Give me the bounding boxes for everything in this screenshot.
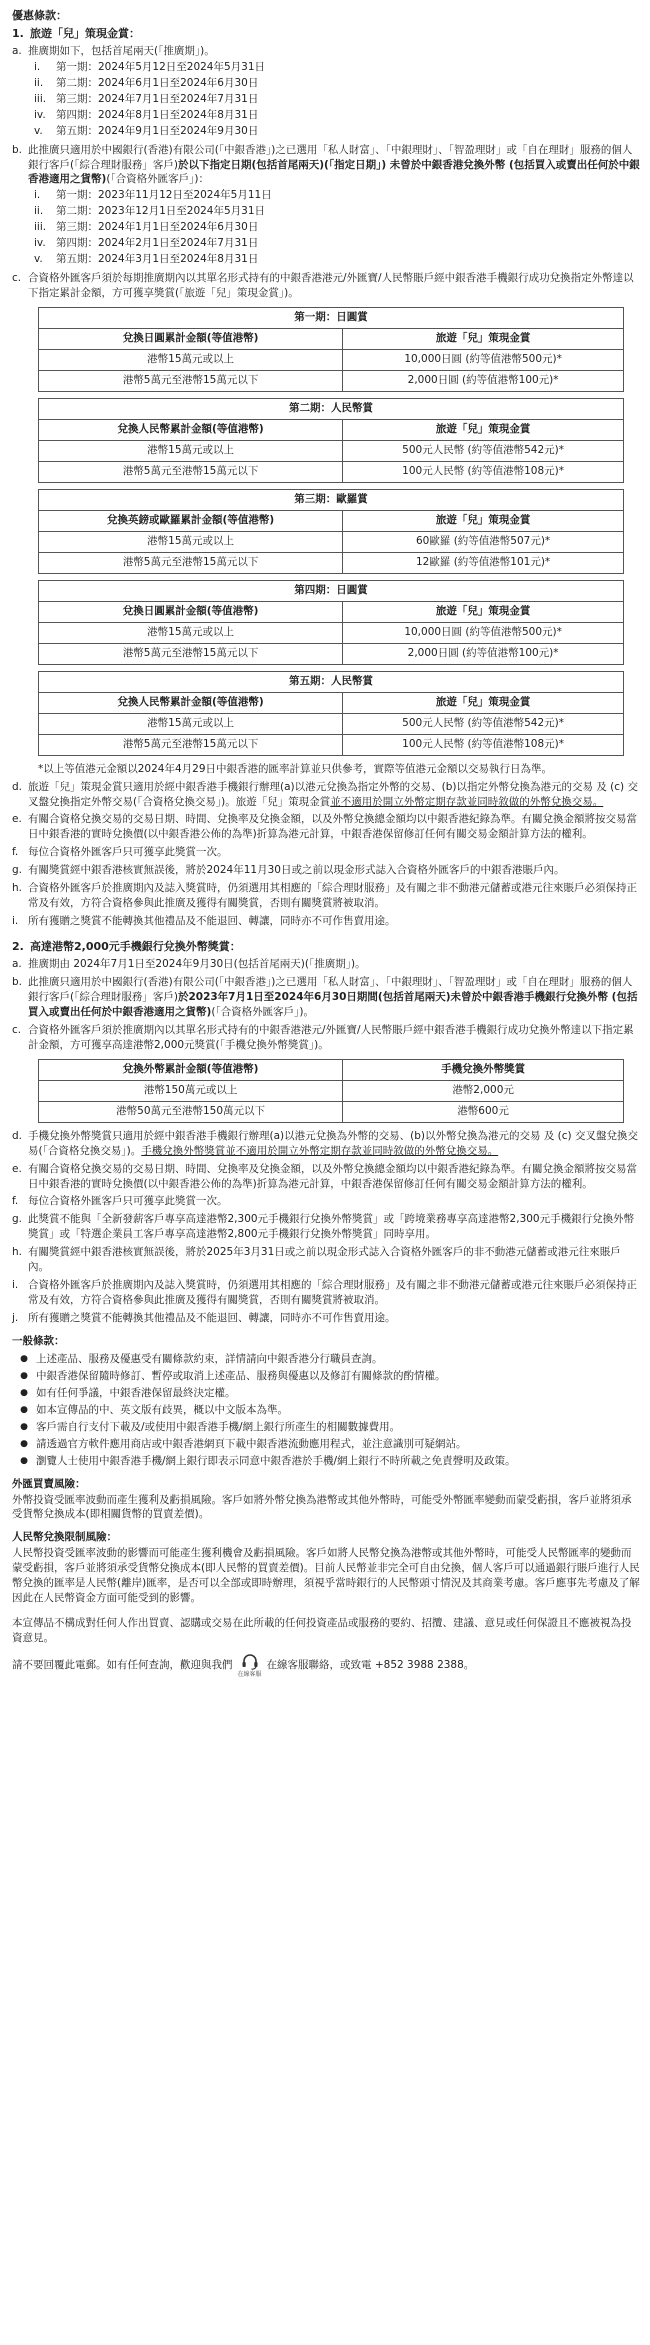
footer-contact: 請不要回覆此電郵。如有任何查詢，歡迎與我們 在線客服 在線客服聯絡，或致電 +852 3988 2388。 bbox=[12, 1658, 640, 1680]
bullet-icon: ● bbox=[20, 1370, 28, 1381]
column-header: 兌換日圓累計金額(等值港幣) bbox=[39, 601, 343, 622]
column-header: 兌換英鎊或歐羅累計金額(等值港幣) bbox=[39, 510, 343, 531]
s1-period: i. 第一期：2024年5月12日至2024年5月31日 bbox=[34, 61, 266, 74]
s1-date: iii. 第三期：2024年1月1日至2024年6月30日 bbox=[34, 221, 259, 234]
s2-item-j: j. 所有獲贈之獎賞不能轉換其他禮品及不能退回、轉讓，同時亦不可作售賣用途。 bbox=[12, 1311, 396, 1324]
fx-reward-table bbox=[38, 1059, 624, 1123]
list-item: ● 請透過官方軟件應用商店或中銀香港網頁下載中銀香港流動應用程式，並注意識別可疑網站。 bbox=[12, 1437, 640, 1452]
table-caption: 第五期：人民幣賞 bbox=[39, 671, 624, 692]
prize-table-period-1 bbox=[38, 307, 624, 392]
table-row: 港幣5萬元至港幣15萬元以下 2,000日圓 (約等值港幣100元)* bbox=[39, 643, 624, 664]
prize-table-period-3 bbox=[38, 489, 624, 574]
table-row: 港幣150萬元或以上 港幣2,000元 bbox=[39, 1080, 624, 1101]
section-1-title: 1. 旅遊「兒」策現金賞： bbox=[12, 26, 140, 40]
list-item: ● 中銀香港保留隨時修訂、暫停或取消上述產品、服務與優惠以及修訂有關條款的酌情權。 bbox=[12, 1369, 640, 1384]
s1-item-i: i. 所有獲贈之獎賞不能轉換其他禮品及不能退回、轉讓，同時亦不可作售賣用途。 bbox=[12, 914, 396, 927]
column-header: 手機兌換外幣獎賞 bbox=[343, 1059, 624, 1080]
s1-period: v. 第五期：2024年9月1日至2024年9月30日 bbox=[34, 124, 259, 137]
list-item: ● 客戶需自行支付下載及/或使用中銀香港手機/網上銀行所產生的相關數據費用。 bbox=[12, 1420, 640, 1435]
online-support-link[interactable] bbox=[235, 1654, 265, 1680]
s1-period: iii. 第三期：2024年7月1日至2024年7月31日 bbox=[34, 92, 259, 105]
bullet-icon: ● bbox=[20, 1438, 28, 1449]
table-caption: 第四期：日圓賞 bbox=[39, 580, 624, 601]
column-header: 旅遊「兒」策現金賞 bbox=[343, 419, 624, 440]
list-item: ● 上述產品、服務及優惠受有關條款約束，詳情請向中銀香港分行職員查詢。 bbox=[12, 1352, 640, 1367]
s2-item-g: g. 此獎賞不能與「全新發薪客戶專享高達港幣2,300元手機銀行兌換外幣獎賞」或「跨境業務專享高達港幣2,300元手機銀行兌換外幣獎賞」或「特選企業員工客戶專享高達港幣2,800元手機銀行兌換外幣獎賞」同時享用。 bbox=[12, 1213, 635, 1241]
column-header: 旅遊「兒」策現金賞 bbox=[343, 601, 624, 622]
rate-footnote: *以上等值港元金額以2024年4月29日中銀香港的匯率計算並只供參考，實際等值港元金額以交易執行日為準。 bbox=[38, 762, 553, 775]
list-item: ● 如有任何爭議，中銀香港保留最終決定權。 bbox=[12, 1386, 640, 1401]
s2-item-f: f. 每位合資格外匯客戶只可獲享此獎賞一次。 bbox=[12, 1195, 228, 1208]
column-header: 旅遊「兒」策現金賞 bbox=[343, 510, 624, 531]
s1-date: iv. 第四期：2024年2月1日至2024年7月31日 bbox=[34, 237, 259, 250]
column-header: 旅遊「兒」策現金賞 bbox=[343, 328, 624, 349]
s2-item-b: b. 此推廣只適用於中國銀行(香港)有限公司(「中銀香港」)之已選用「私人財富」、「中銀理財」、「智盈理財」或「自在理財」服務的個人銀行客戶(「綜合理財服務」客戶)於2023年7月1日至2024年6月30日期間(包括首尾兩天)未曾於中銀香港手機銀行兌換外幣 (包括買入或賣出任何於中銀香港適用之貨幣)(「合資格外匯客戶」)。 bbox=[12, 976, 638, 1019]
s1-item-c: c. 合資格外匯客戶須於每期推廣期內以其單名形式持有的中銀香港港元/外匯寶/人民幣賬戶經中銀香港手機銀行成功兌換指定外幣達以下指定累計金額，方可獲享獎賞(「旅遊「兒」策現金賞」)。 bbox=[12, 271, 634, 299]
table-row: 港幣15萬元或以上 10,000日圓 (約等值港幣500元)* bbox=[39, 622, 624, 643]
table-row: 港幣15萬元或以上 10,000日圓 (約等值港幣500元)* bbox=[39, 349, 624, 370]
page-title: 優惠條款： bbox=[12, 9, 67, 22]
table-row: 港幣5萬元至港幣15萬元以下 100元人民幣 (約等值港幣108元)* bbox=[39, 734, 624, 755]
table-row: 港幣50萬元至港幣150萬元以下 港幣600元 bbox=[39, 1101, 624, 1122]
s1-item-b: b. 此推廣只適用於中國銀行(香港)有限公司(「中銀香港」)之已選用「私人財富」、「中銀理財」、「智盈理財」或「自在理財」服務的個人銀行客戶(「綜合理財服務」客戶)於以下指定日期(包括首尾兩天)(「指定日期」) 未曾於中銀香港兌換外幣 (包括買入或賣出任何於中銀香港適用之貨幣)(「合資格外匯客戶」)： i. 第一期：2023年11月12日至2024年5月11日 ii. 第二期：2023年12月1日至2024年5月31日 iii. 第三期：2024年1月1日至2024年6月30日 iv. 第四期：2024年2月1日至2024年7月31日 v. 第五期：2024年3月1日至2024年8月31日 bbox=[12, 143, 640, 265]
bullet-icon: ● bbox=[20, 1455, 28, 1466]
table-caption: 第一期：日圓賞 bbox=[39, 307, 624, 328]
table-row: 港幣15萬元或以上 500元人民幣 (約等值港幣542元)* bbox=[39, 440, 624, 461]
s1-item-h: h. 合資格外匯客戶於推廣期內及誌入獎賞時，仍須選用其相應的「綜合理財服務」及有關之非不動港元儲蓄或港元往來賬戶必須保持正常及有效，方符合資格參與此推廣及獲得有關獎賞，否則有關獎賞將被取消。 bbox=[12, 882, 637, 909]
s1-item-e: e. 有關合資格兌換交易的交易日期、時間、兌換率及兌換金額，以及外幣兌換總金額均以中銀香港紀錄為準。有關兌換金額將按交易當日中銀香港的實時兌換價(以中銀香港公佈的為準)折算為港元計算，中銀香港保留修訂任何有關交易金額計算方法的權利。 bbox=[12, 813, 637, 841]
headset-icon bbox=[241, 1654, 259, 1670]
s1-item-g: g. 有關獎賞經中銀香港核實無誤後，將於2024年11月30日或之前以現金形式誌入合資格外匯客戶的中銀香港賬戶內。 bbox=[12, 864, 565, 877]
bullet-icon: ● bbox=[20, 1353, 28, 1364]
table-row: 港幣5萬元至港幣15萬元以下 12歐羅 (約等值港幣101元)* bbox=[39, 552, 624, 573]
s2-item-c: c. 合資格外匯客戶須於推廣期內以其單名形式持有的中銀香港港元/外匯寶/人民幣賬戶經中銀香港手機銀行成功兌換外幣達以下指定累計金額，方可獲享高達港幣2,000元獎賞(「手機兌換外幣獎賞」)。 bbox=[12, 1024, 634, 1051]
bullet-icon: ● bbox=[20, 1404, 28, 1415]
section-2-title: 2. 高達港幣2,000元手機銀行兌換外幣獎賞： bbox=[12, 939, 241, 953]
s1-date: ii. 第二期：2023年12月1日至2024年5月31日 bbox=[34, 205, 266, 218]
fx-risk-text: 外幣投資受匯率波動而產生獲利及虧損風險。客戶如將外幣兌換為港幣或其他外幣時，可能受外幣匯率變動而蒙受虧損，客戶並將須承受貨幣兌換成本(即相關貨幣的買賣差價)。 bbox=[12, 1493, 632, 1521]
rmb-risk-title: 人民幣兌換限制風險： bbox=[12, 1531, 117, 1544]
s2-item-d: d. 手機兌換外幣獎賞只適用於經中銀香港手機銀行辦理(a)以港元兌換為外幣的交易、(b)以外幣兌換為港元的交易 及 (c) 交叉盤兌換交易(「合資格兌換交易」)。手機兌換外幣獎賞並不適用於開立外幣定期存款並同時敘做的外幣兌換交易。 bbox=[12, 1129, 638, 1157]
column-header: 兌換人民幣累計金額(等值港幣) bbox=[39, 692, 343, 713]
list-item: ● 如本宣傳品的中、英文版有歧異，概以中文版本為準。 bbox=[12, 1403, 640, 1418]
s2-item-e: e. 有關合資格兌換交易的交易日期、時間、兌換率及兌換金額，以及外幣兌換總金額均以中銀香港紀錄為準。有關兌換金額將按交易當日中銀香港的實時兌換價(以中銀香港公佈的為準)折算為港元計算，中銀香港保留修訂任何有關交易金額計算方法的權利。 bbox=[12, 1162, 637, 1190]
rmb-risk-text: 人民幣投資受匯率波動的影響而可能產生獲利機會及虧損風險。客戶如將人民幣兌換為港幣或其他外幣時，可能受人民幣匯率的變動而蒙受虧損，客戶並將須承受貨幣兌換成本(即人民幣的買賣差價)。目前人民幣並非完全可自由兌換，個人客戶可以通過銀行賬戶進行人民幣兌換的匯率是人民幣(離岸)匯率，是否可以全部或即時辦理，須視乎當時銀行的人民幣頭寸情況及其商業考慮。客戶應事先考慮及了解因此在人民幣資金方面可能受到的影響。 bbox=[12, 1547, 640, 1604]
s1-date: i. 第一期：2023年11月12日至2024年5月11日 bbox=[34, 189, 272, 202]
prize-table-period-4 bbox=[38, 580, 624, 665]
general-terms-list bbox=[12, 1352, 640, 1469]
table-row: 港幣15萬元或以上 500元人民幣 (約等值港幣542元)* bbox=[39, 713, 624, 734]
s1-item-f: f. 每位合資格外匯客戶只可獲享此獎賞一次。 bbox=[12, 846, 228, 859]
column-header: 兌換外幣累計金額(等值港幣) bbox=[39, 1059, 343, 1080]
list-item: ● 瀏覽人士使用中銀香港手機/網上銀行即表示同意中銀香港於手機/網上銀行不時所載之免責聲明及政策。 bbox=[12, 1454, 640, 1469]
fx-risk-title: 外匯買賣風險： bbox=[12, 1477, 86, 1490]
prize-table-period-5 bbox=[38, 671, 624, 756]
column-header: 旅遊「兒」策現金賞 bbox=[343, 692, 624, 713]
s1-date: v. 第五期：2024年3月1日至2024年8月31日 bbox=[34, 253, 259, 265]
s1-item-a: a. 推廣期如下，包括首尾兩天(「推廣期」)。 i. 第一期：2024年5月12日至2024年5月31日 ii. 第二期：2024年6月1日至2024年6月30日 iii. 第三期：2024年7月1日至2024年7月31日 iv. 第四期：2024年8月1日至2024年8月31日 v. 第五期：2024年9月1日至2024年9月30日 bbox=[12, 44, 640, 139]
s1-period: iv. 第四期：2024年8月1日至2024年8月31日 bbox=[34, 108, 259, 121]
table-caption: 第三期：歐羅賞 bbox=[39, 489, 624, 510]
s1-period: ii. 第二期：2024年6月1日至2024年6月30日 bbox=[34, 77, 259, 90]
disclaimer: 本宣傳品不構成對任何人作出買賣、認購或交易在此所載的任何投資產品或服務的要約、招攬、建議、意見或任何保證且不應被視為投資意見。 bbox=[12, 1616, 632, 1644]
table-row: 港幣5萬元至港幣15萬元以下 100元人民幣 (約等值港幣108元)* bbox=[39, 461, 624, 482]
online-support-caption: 在線客服 bbox=[237, 1670, 262, 1678]
s1-item-d: d. 旅遊「兒」策現金賞只適用於經中銀香港手機銀行辦理(a)以港元兌換為指定外幣的交易、(b)以指定外幣兌換為港元的交易 及 (c) 交叉盤兌換指定外幣交易(「合資格兌換交易」)。旅遊「兒」策現金賞並不適用於開立外幣定期存款並同時敘做的外幣兌換交易。 bbox=[12, 780, 638, 808]
column-header: 兌換日圓累計金額(等值港幣) bbox=[39, 328, 343, 349]
table-caption: 第二期：人民幣賞 bbox=[39, 398, 624, 419]
table-row: 港幣5萬元至港幣15萬元以下 2,000日圓 (約等值港幣100元)* bbox=[39, 370, 624, 391]
table-row: 港幣15萬元或以上 60歐羅 (約等值港幣507元)* bbox=[39, 531, 624, 552]
s2-item-h: h. 有關獎賞經中銀香港核實無誤後，將於2025年3月31日或之前以現金形式誌入合資格外匯客戶的非不動港元儲蓄或港元往來賬戶內。 bbox=[12, 1246, 621, 1274]
general-terms-title: 一般條款： bbox=[12, 1334, 65, 1347]
s2-item-a: a. 推廣期由 2024年7月1日至2024年9月30日(包括首尾兩天)(「推廣期」)。 bbox=[12, 958, 366, 971]
bullet-icon: ● bbox=[20, 1421, 28, 1432]
prize-table-period-2 bbox=[38, 398, 624, 483]
column-header: 兌換人民幣累計金額(等值港幣) bbox=[39, 419, 343, 440]
s2-item-i: i. 合資格外匯客戶於推廣期內及誌入獎賞時，仍須選用其相應的「綜合理財服務」及有關之非不動港元儲蓄或港元往來賬戶必須保持正常及有效，方符合資格參與此推廣及獲得有關獎賞，否則有關獎賞將被取消。 bbox=[12, 1278, 637, 1306]
bullet-icon: ● bbox=[20, 1387, 28, 1398]
